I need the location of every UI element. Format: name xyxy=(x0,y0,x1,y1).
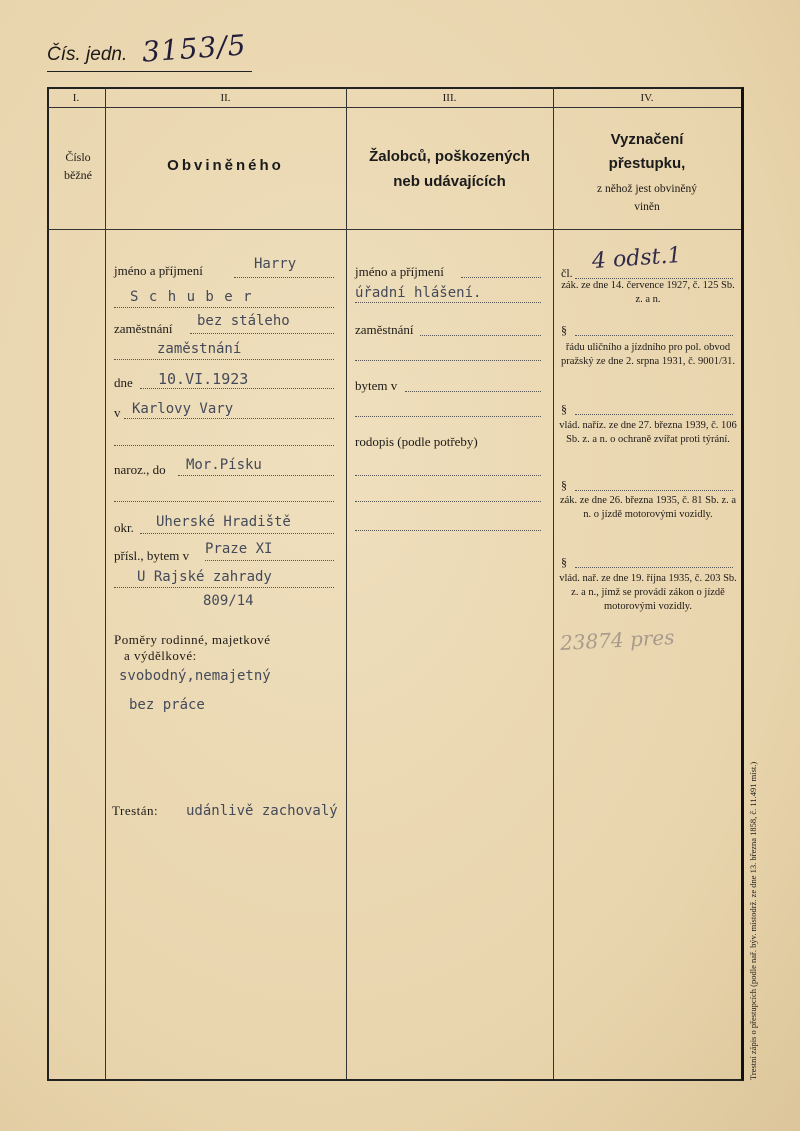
col4-sub2: viněn xyxy=(634,201,660,213)
offence-par-3: § xyxy=(561,402,567,416)
accuser-residence-label: bytem v xyxy=(355,378,398,393)
offence-law-4: zák. ze dne 26. března 1935, č. 81 Sb. z. a n. o jízdě motorovými vozidly. xyxy=(559,495,737,520)
col4-sub1: z něhož jest obviněný xyxy=(597,183,697,195)
accused-date-value: 10.VI.1923 xyxy=(158,370,249,388)
col4-title-line2: přestupku, xyxy=(608,155,686,172)
column-divider-1 xyxy=(105,87,106,1079)
col4-roman: IV. xyxy=(640,92,654,104)
accuser-bio-label: rodopis (podle potřeby) xyxy=(355,434,478,449)
offence-par-2: § xyxy=(561,323,567,337)
side-note-text: Trestní zápis o přestupcích (podle nař. býv. místodrž. ze dne 13. března 1858, č. 11.491 míst.) xyxy=(748,761,758,1080)
offence-handwritten-note: 23874 pres xyxy=(559,625,676,655)
accused-place-value: Karlovy Vary xyxy=(132,401,234,417)
file-number-label: Čís. jedn. xyxy=(47,44,128,65)
offence-law-3: vlád. naříz. ze dne 27. března 1939, č. 106 Sb. z. a n. o ochraně zvířat proti týrání. xyxy=(559,420,737,445)
accused-job-value1: bez stáleho xyxy=(197,313,290,329)
col3-roman: III. xyxy=(442,92,457,104)
offence-article-label: čl. xyxy=(561,266,573,280)
accused-punished-value: udánlivě zachovalý xyxy=(186,803,338,819)
col1-roman: I. xyxy=(72,92,80,104)
offence-par-5: § xyxy=(561,555,567,569)
accused-house-value: 809/14 xyxy=(203,593,254,609)
accuser-name-value: úřadní hlášení. xyxy=(355,285,482,301)
header-underline xyxy=(47,71,252,72)
side-note xyxy=(746,670,760,1080)
accused-first-name: Harry xyxy=(254,256,297,272)
offence-par-4: § xyxy=(561,478,567,492)
accused-born-value: Mor.Písku xyxy=(186,457,262,473)
offence-law-5: vlád. nař. ze dne 19. října 1935, č. 203 Sb. z. a n., jímž se provádí zákon o jízdě motorovými vozidly. xyxy=(559,573,737,612)
accused-job-label: zaměstnání xyxy=(114,321,173,336)
accused-district-value: Uherské Hradiště xyxy=(156,514,291,530)
offence-law-1: zák. ze dne 14. července 1927, č. 125 Sb. z. a n. xyxy=(561,280,735,305)
accused-family-label2: a výdělkové: xyxy=(124,648,197,663)
accused-date-label: dne xyxy=(114,375,133,390)
column-divider-3 xyxy=(553,87,554,1079)
accused-district-label: okr. xyxy=(114,520,134,535)
accused-residence-label: přísl., bytem v xyxy=(114,548,190,563)
accused-family-value1: svobodný,nemajetný xyxy=(119,668,271,684)
accused-job-value2: zaměstnání xyxy=(157,341,242,357)
accuser-name-label: jméno a příjmení xyxy=(355,264,444,279)
col2-title: Obviněného xyxy=(167,157,284,174)
accused-place-prefix: v xyxy=(114,405,121,420)
col2-roman: II. xyxy=(220,92,231,104)
col3-title-line1: Žalobců, poškozených xyxy=(369,148,530,165)
accuser-job-label: zaměstnání xyxy=(355,322,414,337)
accused-born-label: naroz., do xyxy=(114,462,166,477)
accused-name-label: jméno a příjmení xyxy=(114,263,203,278)
accused-residence-value: Praze XI xyxy=(205,541,273,557)
header-row-divider xyxy=(47,229,741,230)
accused-family-value2: bez práce xyxy=(129,697,205,713)
accused-street-value: U Rajské zahrady xyxy=(137,569,272,585)
accused-last-name: S c h u b e r xyxy=(130,289,253,305)
accused-family-label1: Poměry rodinné, majetkové xyxy=(114,632,271,647)
file-number-value: 3153/5 xyxy=(140,28,248,69)
offence-article-value: 4 odst.1 xyxy=(591,242,683,275)
column-divider-2 xyxy=(346,87,347,1079)
offence-law-2: řádu uličního a jízdního pro pol. obvod pražský ze dne 2. srpna 1931, č. 9001/31. xyxy=(560,342,736,367)
col1-title: Číslo běžné xyxy=(64,150,92,182)
accused-punished-label: Trestán: xyxy=(112,803,159,818)
col4-title-line1: Vyznačení xyxy=(610,131,684,148)
roman-row-divider xyxy=(47,107,741,108)
col3-title-line2: neb udávajících xyxy=(393,173,506,190)
